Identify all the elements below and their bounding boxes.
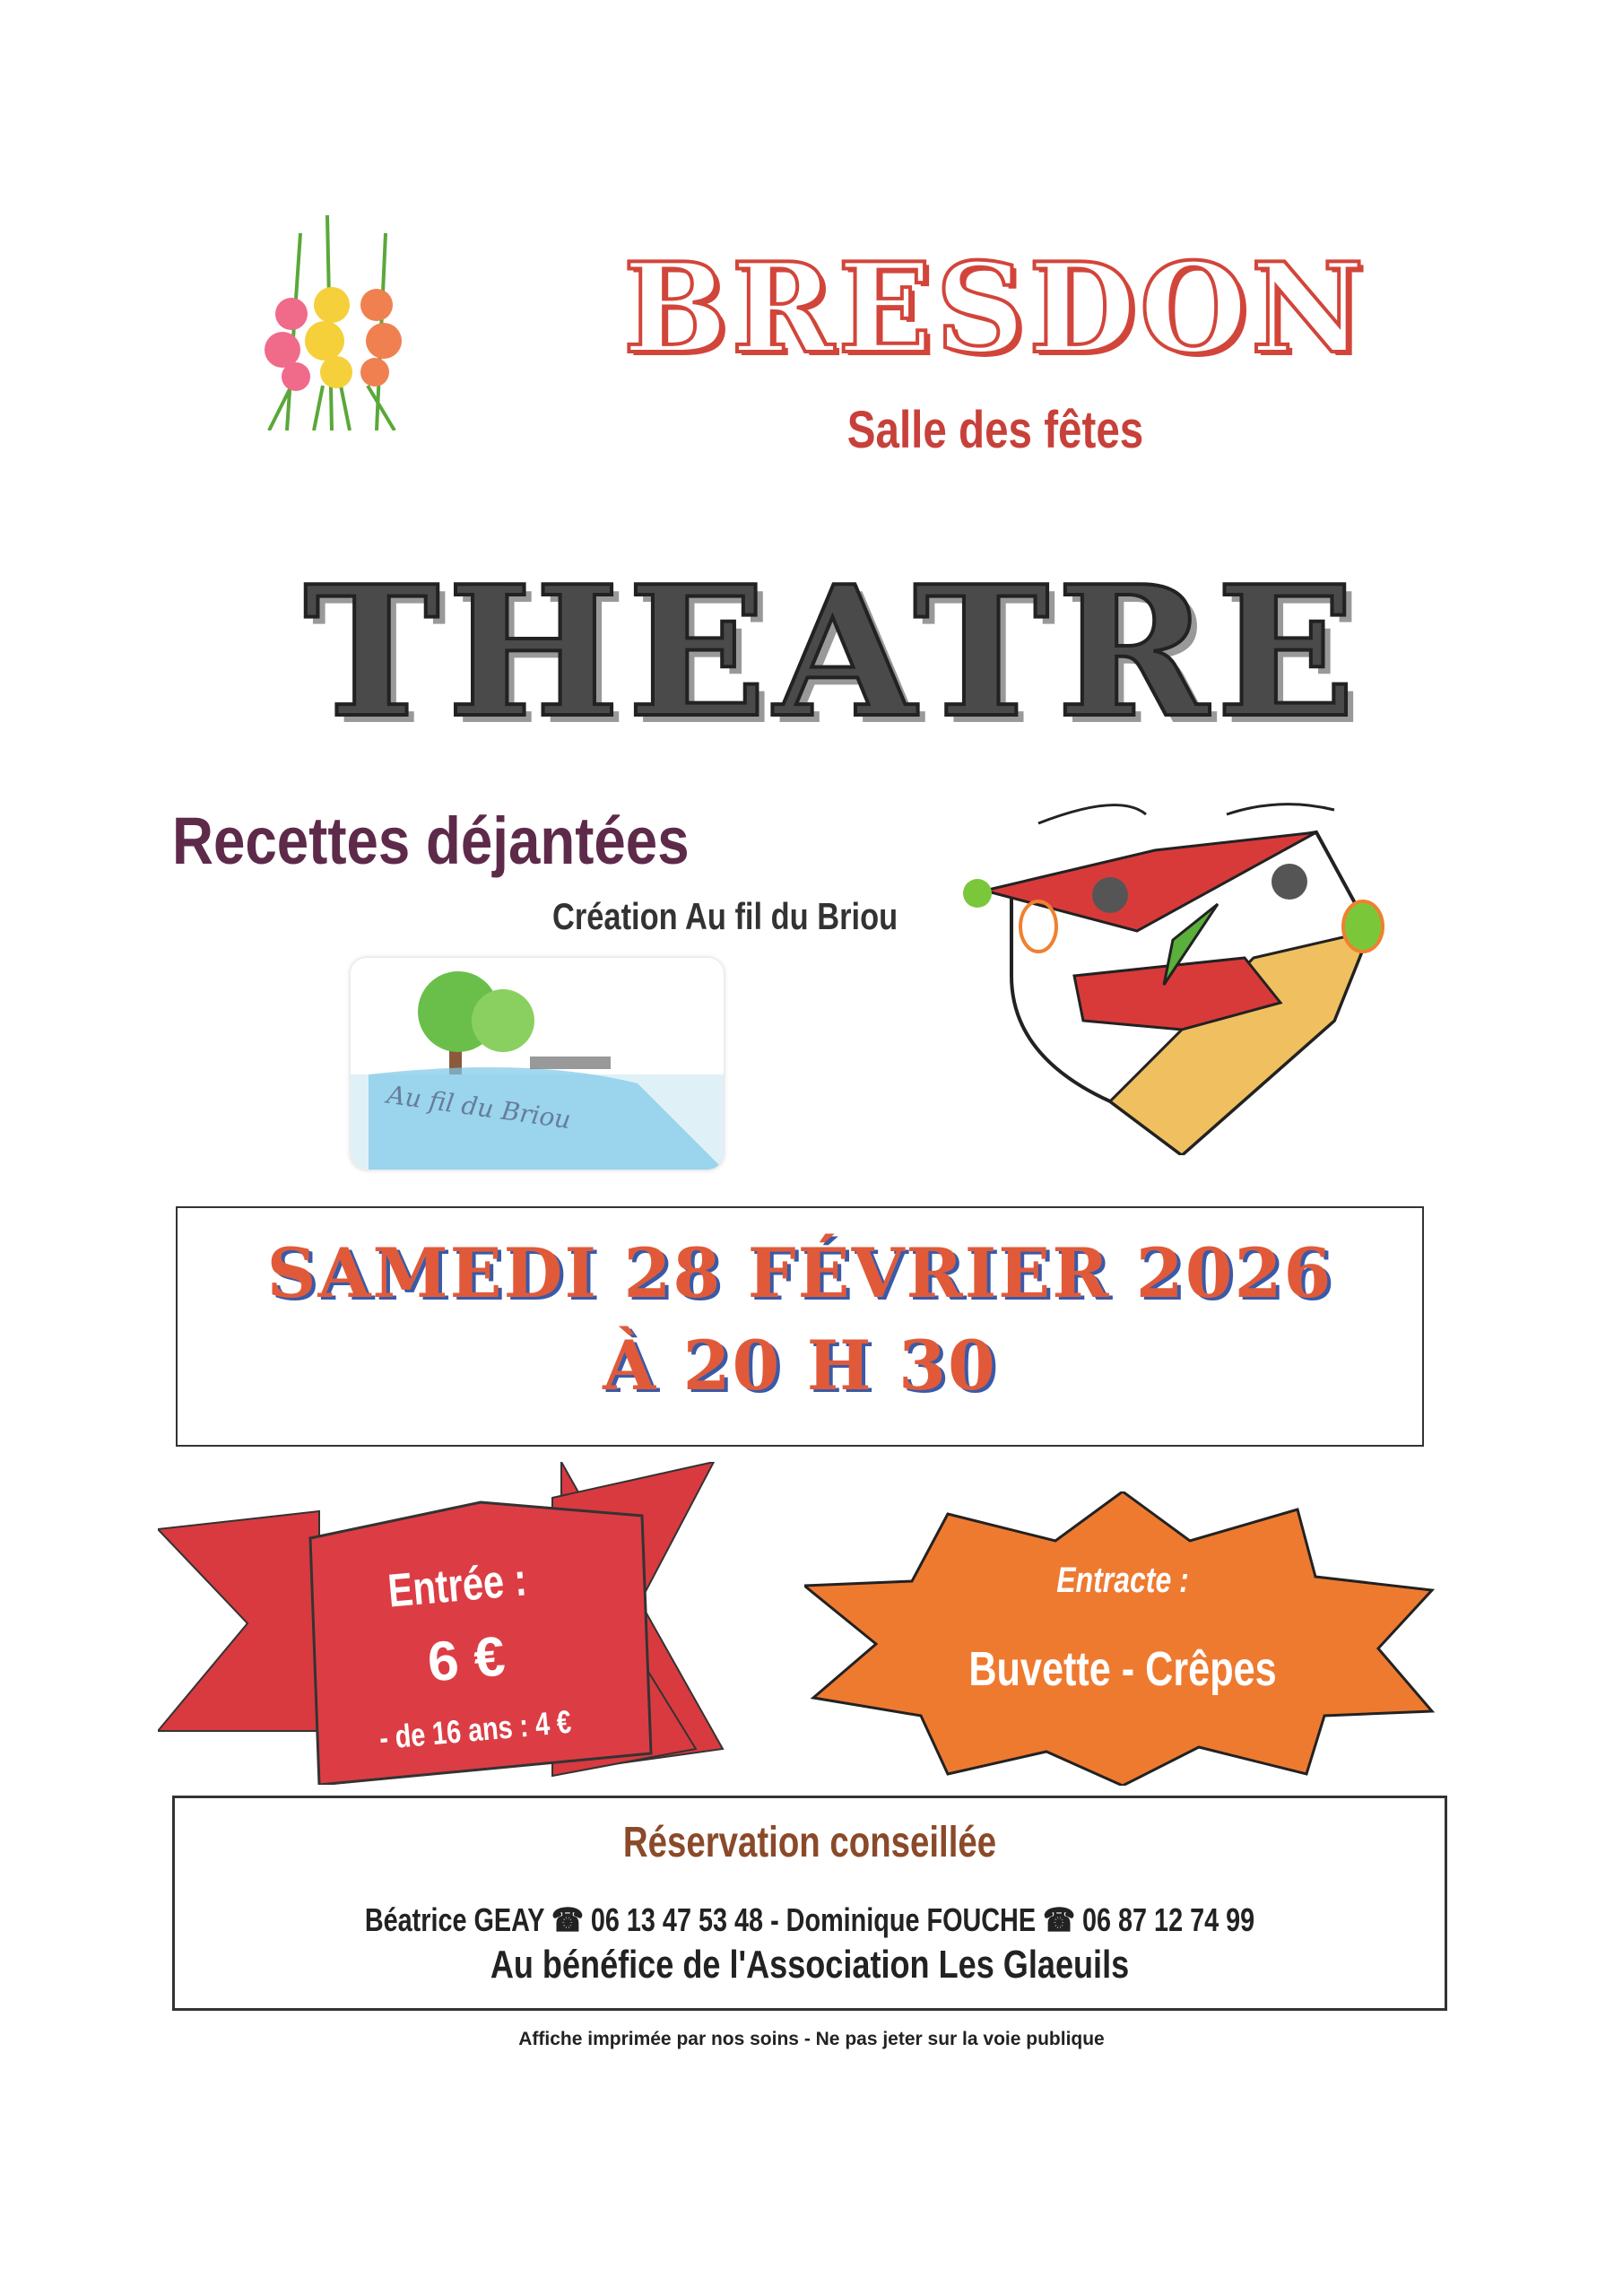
contact-name: Dominique FOUCHE — [785, 1901, 1037, 1938]
event-date: SAMEDI 28 FÉVRIER 2026 — [266, 1233, 1333, 1313]
entry-label: Entrée : — [386, 1553, 529, 1618]
town-title: BRESDON — [622, 235, 1368, 381]
theatre-mask-illustration — [958, 796, 1406, 1155]
reservation-box — [172, 1796, 1447, 2011]
phone-icon: ☎ — [551, 1901, 584, 1938]
reservation-title: Réservation conseillée — [622, 1819, 997, 1866]
separator: - — [770, 1901, 779, 1938]
date-box — [176, 1206, 1424, 1447]
entry-price: 6 € — [425, 1625, 508, 1694]
play-title: Recettes déjantées — [172, 804, 690, 878]
event-time: À 20 H 30 — [603, 1326, 997, 1405]
phone-icon: ☎ — [1043, 1901, 1075, 1938]
play-credit: Création Au fil du Briou — [552, 895, 898, 937]
troupe-logo — [351, 958, 724, 1170]
tree-river-icon — [351, 958, 724, 1170]
venue-hall: Salle des fêtes — [846, 401, 1144, 459]
event-type-heading: THEATRE — [303, 547, 1363, 758]
beneficiary: Au bénéfice de l'Association Les Glaeuils — [490, 1943, 1130, 1987]
entry-reduced-price: - de 16 ans : 4 € — [378, 1702, 573, 1757]
contact-phone: 06 87 12 74 99 — [1081, 1901, 1255, 1938]
contact-name: Béatrice GEAY — [364, 1901, 544, 1938]
contact-phone: 06 13 47 53 48 — [590, 1901, 764, 1938]
intermission-label: Entracte : — [1056, 1561, 1189, 1600]
logo-text: Au fil du Briou — [385, 1079, 573, 1135]
intermission-offer: Buvette - Crêpes — [968, 1642, 1277, 1696]
footer-note: Affiche imprimée par nos soins - Ne pas jeter sur la voie publique — [518, 2029, 1105, 2049]
intermission-star-shape — [804, 1492, 1441, 1786]
gladiolus-flowers-illustration — [251, 206, 408, 430]
contacts-line — [302, 1901, 1318, 1939]
